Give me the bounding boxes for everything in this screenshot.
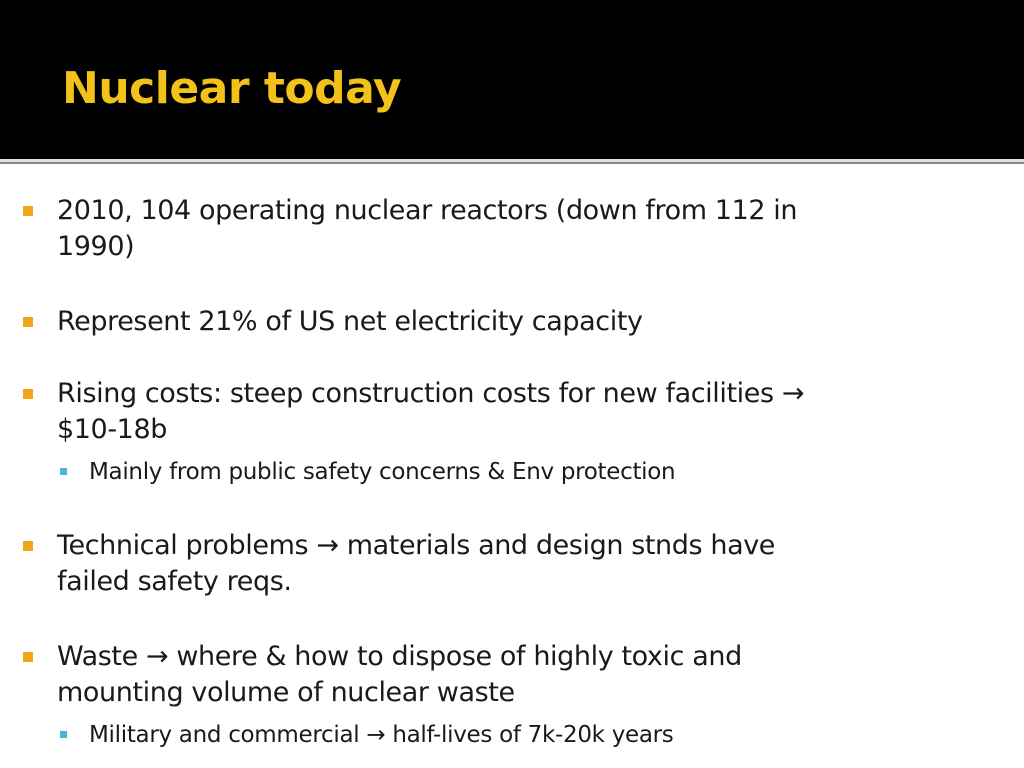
square-bullet-icon <box>60 731 67 738</box>
bullet-text: failed safety reqs. <box>57 566 292 597</box>
bullet-text: $10-18b <box>57 414 167 445</box>
square-bullet-icon <box>23 206 33 216</box>
bullet-text: 1990) <box>57 231 135 262</box>
bullet-text: 2010, 104 operating nuclear reactors (down from 112 in <box>57 195 798 226</box>
slide-body <box>0 164 1024 768</box>
title-bar <box>0 0 1024 159</box>
bullet-text: Represent 21% of US net electricity capacity <box>57 306 643 337</box>
sub-bullet-text: Mainly from public safety concerns & Env protection <box>89 459 676 485</box>
bullet-text: Rising costs: steep construction costs for new facilities → <box>57 378 805 409</box>
slide-title: Nuclear today <box>62 63 402 114</box>
square-bullet-icon <box>23 652 33 662</box>
square-bullet-icon <box>23 317 33 327</box>
square-bullet-icon <box>23 389 33 399</box>
bullet-text: Technical problems → materials and design stnds have <box>57 530 776 561</box>
bullet-text: Waste → where & how to dispose of highly toxic and <box>57 641 742 672</box>
square-bullet-icon <box>60 468 67 475</box>
sub-bullet-text: Military and commercial → half-lives of 7k-20k years <box>89 722 674 748</box>
square-bullet-icon <box>23 541 33 551</box>
bullet-text: mounting volume of nuclear waste <box>57 677 515 708</box>
